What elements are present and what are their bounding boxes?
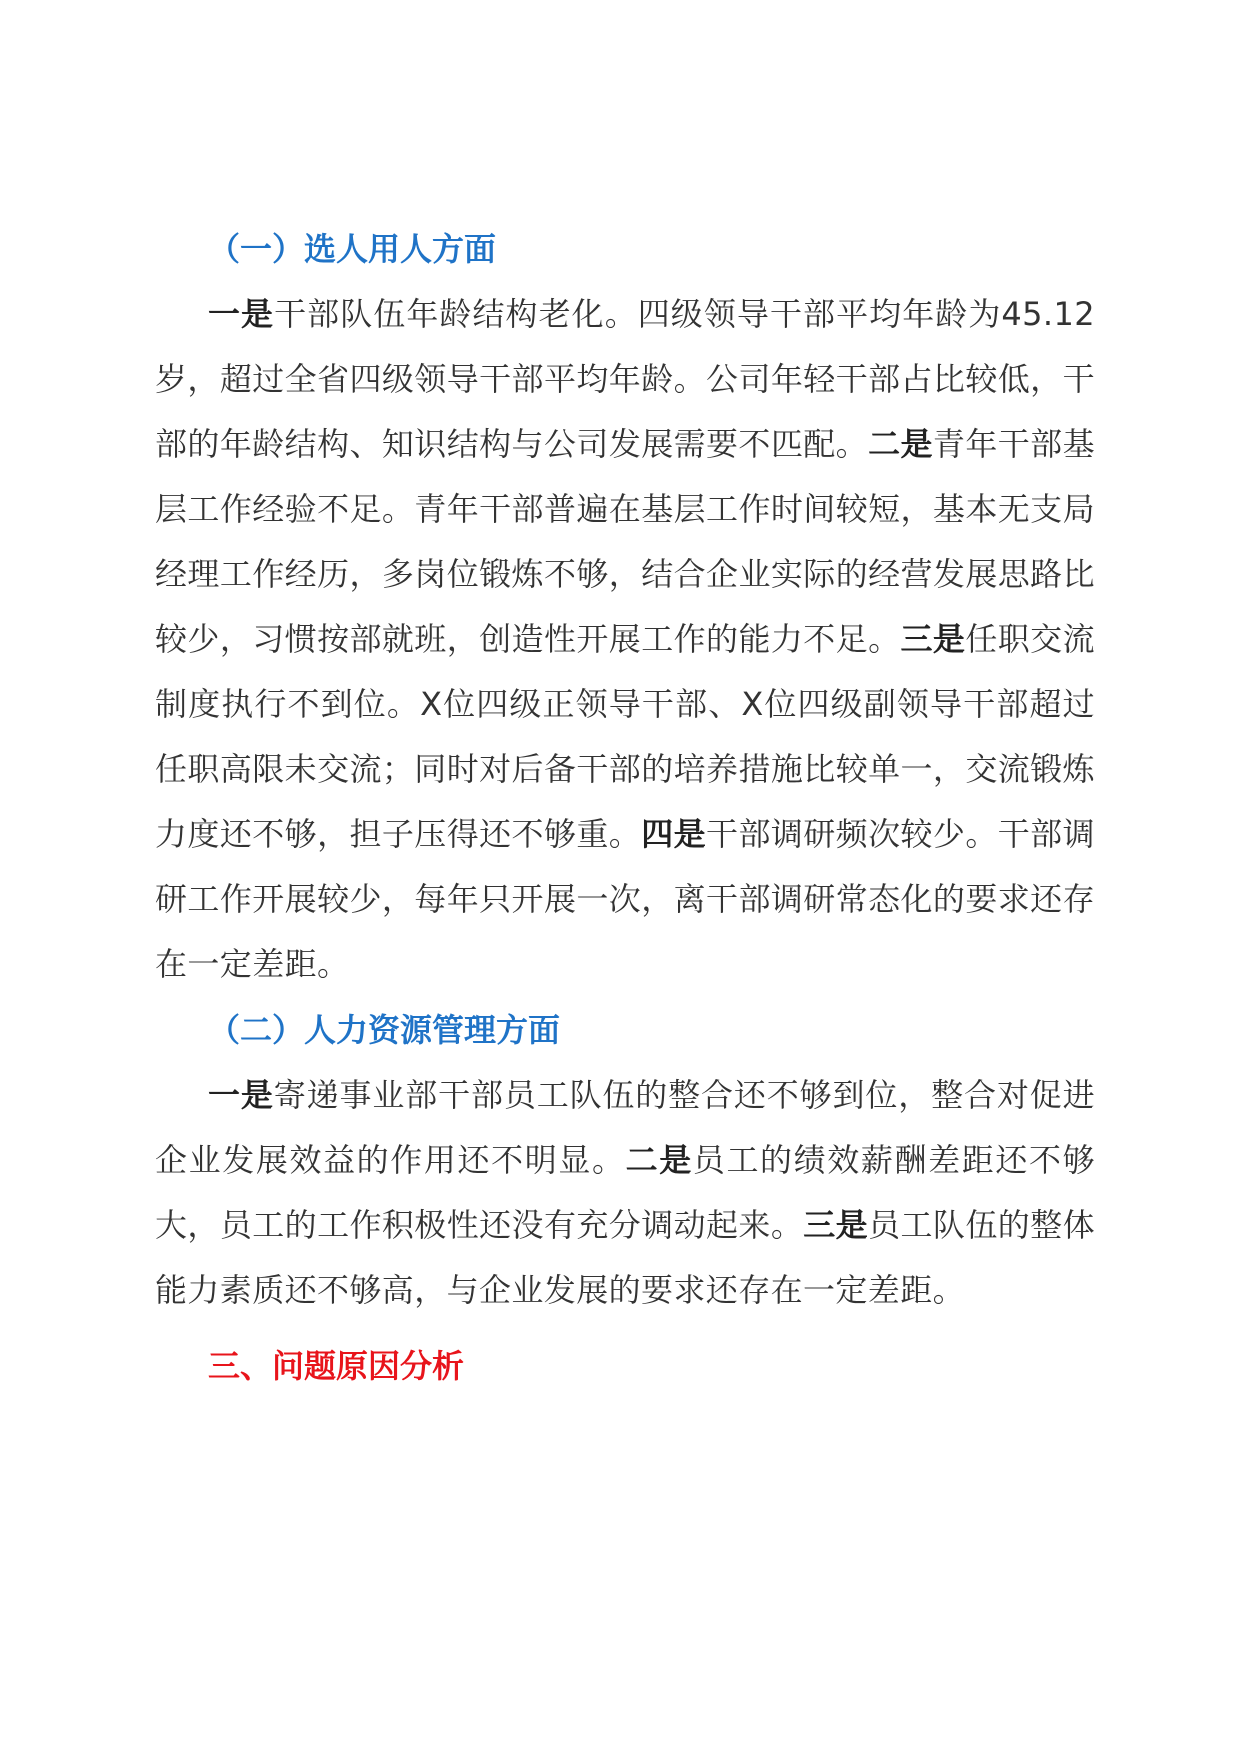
point-label: 三是 <box>803 1206 869 1244</box>
point-text: 干部调研频次较少。干部调研工作开展较少，每年只开展一次，离干部调研常态化的要求还存在一定差距。 <box>155 815 1095 983</box>
point-label: 二是 <box>868 425 933 463</box>
point-text: 干部队伍年龄结构老化。四级领导干部平均年龄为45.12岁，超过全省四级领导干部平均年龄。公司年轻干部占比较低，干部的年龄结构、知识结构与公司发展需要不匹配。 <box>155 295 1095 463</box>
point-label: 三是 <box>900 620 966 658</box>
point-label: 一是 <box>208 295 275 333</box>
point-label: 四是 <box>641 815 707 853</box>
section-heading-hr: （二）人力资源管理方面 <box>208 1011 561 1049</box>
point-text: 青年干部基层工作经验不足。青年干部普遍在基层工作时间较短，基本无支局经理工作经历，多岗位锻炼不够，结合企业实际的经营发展思路比较少，习惯按部就班，创造性开展工作的能力不足。 <box>155 425 1095 658</box>
point-text: 员工队伍的整体能力素质还不够高，与企业发展的要求还存在一定差距。 <box>155 1206 1095 1309</box>
point-text: 寄递事业部干部员工队伍的整合还不够到位，整合对促进企业发展效益的作用还不明显。 <box>155 1076 1095 1179</box>
section-heading-cause-analysis: 三、问题原因分析 <box>208 1347 465 1385</box>
section-heading-selection: （一）选人用人方面 <box>208 230 497 268</box>
paragraph-hr <box>155 1063 1095 1323</box>
point-label: 二是 <box>625 1141 693 1179</box>
point-label: 一是 <box>208 1076 274 1114</box>
document-body <box>155 216 1095 1399</box>
point-text: 任职交流制度执行不到位。X位四级正领导干部、X位四级副领导干部超过任职高限未交流；同时对后备干部的培养措施比较单一，交流锻炼力度还不够，担子压得还不够重。 <box>155 620 1095 853</box>
paragraph-selection <box>155 282 1095 997</box>
point-text: 员工的绩效薪酬差距还不够大，员工的工作积极性还没有充分调动起来。 <box>155 1141 1095 1244</box>
